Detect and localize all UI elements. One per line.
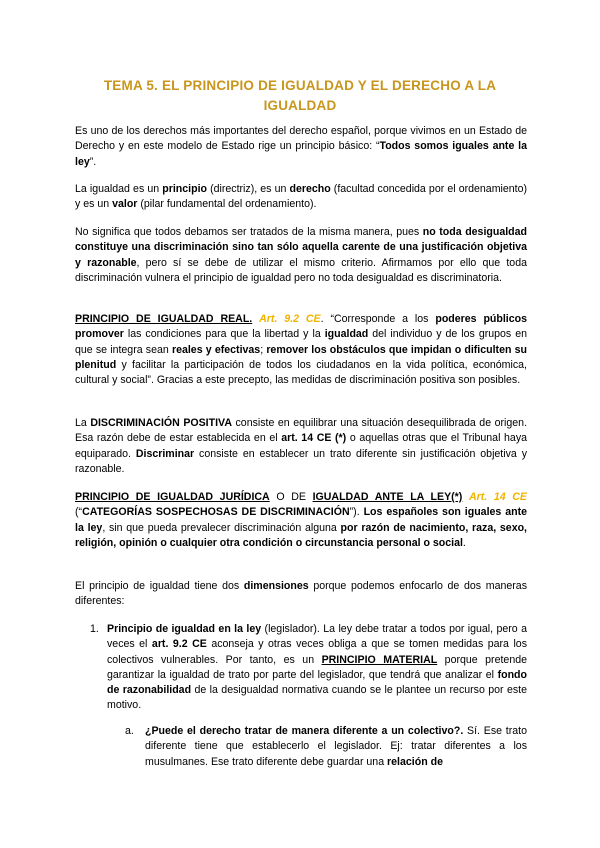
text: del individuo y de los grupos en que se integra sean: [75, 328, 527, 356]
text: y facilitar la participación de todos los ciudadanos en la vida política, económica, cultural y social”. Gracias a este precepto, las medidas de discriminación positiva son posibles.: [75, 358, 527, 387]
text: , sin que pueda prevalecer discriminación alguna: [102, 521, 341, 534]
bold-text: Todos somos iguales ante la ley: [75, 140, 527, 168]
text: El principio de igualdad tiene dos: [75, 580, 244, 592]
bold-text: remover los obstáculos que impidan o dificulten su plenitud: [75, 343, 527, 371]
paragraph-igualdad-real: [75, 312, 527, 388]
text: de la desigualdad normativa cuando se le plantee un recurso por este motivo.: [107, 684, 528, 712]
paragraph-dimensiones: [75, 579, 527, 610]
paragraph-discriminacion-positiva: [75, 416, 527, 477]
bold-text: Principio de igualdad en la ley: [107, 623, 262, 635]
text: La igualdad es un: [75, 183, 163, 195]
paragraph-igualdad-juridica: [75, 490, 527, 551]
bold-text: igualdad: [324, 328, 369, 341]
text: O DE: [269, 491, 313, 503]
text: (directriz), es un: [206, 183, 290, 195]
bold-text: CATEGORÍAS SOSPECHOSAS DE DISCRIMINACIÓN: [82, 506, 350, 519]
bold-text: DISCRIMINACIÓN POSITIVA: [90, 417, 232, 429]
bold-text: fondo de razonabilidad: [107, 668, 527, 697]
bold-text: poderes públicos promover: [75, 313, 528, 341]
text: consiste en equilibrar una situación desequilibrada de origen. Esa razón debe de estar establecida en el: [75, 417, 528, 445]
text: o aquellas otras que el Tribunal haya equiparado.: [75, 432, 528, 460]
bold-text: Los españoles son iguales ante la ley: [75, 506, 527, 534]
bold-text: reales y efectivas: [171, 343, 261, 356]
text: porque pretende garantizar la igualdad de trato por parte del legislador, que tendrá que analizar el: [107, 653, 527, 681]
sub-list-item: [145, 724, 527, 770]
section-heading: PRINCIPIO DE IGUALDAD JURÍDICA: [75, 491, 270, 503]
list-letter: a.: [125, 725, 134, 737]
underlined-text: PRINCIPIO MATERIAL: [321, 653, 438, 666]
text: aconseja y otras veces obliga a que se tomen medidas para los colectivos vulnerables. Por tanto, es un: [107, 638, 527, 666]
section-heading: IGUALDAD ANTE LA LEY(*): [312, 491, 463, 503]
bold-text: dimensiones: [243, 580, 309, 592]
text: Es uno de los derechos más importantes del derecho español, porque vivimos en un Estado de Derecho y en este modelo de Estado rige un principio básico: “: [75, 125, 527, 153]
text: ;: [260, 343, 267, 356]
text: No significa que todos debamos ser tratados de la misma manera, pues: [75, 226, 423, 238]
text: (legislador). La ley debe tratar a todos por igual, pero a veces el: [107, 623, 527, 651]
text: ”).: [349, 506, 364, 519]
article-reference: Art. 9.2 CE: [259, 313, 321, 325]
article-reference: Art. 14 CE: [468, 491, 527, 503]
paragraph-desigualdad: [75, 225, 527, 286]
text: consiste en establecer un trato diferente sin justificación objetiva y razonable.: [75, 447, 527, 475]
text: , pero sí se debe de utilizar el mismo criterio. Afirmamos por ello que toda discriminación vulnera el principio de igualdad pero no toda desigualdad es discriminatoria.: [75, 256, 527, 284]
text: (pilar fundamental del ordenamiento).: [137, 198, 317, 211]
text: ”.: [89, 155, 97, 168]
text: . “Corresponde a los: [320, 313, 436, 325]
bold-text: no toda desigualdad constituye una discriminación sino tan sólo aquella carente de una justificación objetiva y razonable: [75, 226, 527, 269]
list-number: 1.: [90, 623, 99, 635]
list-item: [107, 622, 527, 714]
text: (“: [75, 506, 83, 519]
bold-text: relación de: [387, 755, 443, 768]
bold-text: ¿Puede el derecho tratar de manera diferente a un colectivo?.: [145, 725, 464, 737]
paragraph-intro: [75, 124, 527, 170]
text: .: [462, 536, 466, 549]
bold-text: art. 14 CE (*): [281, 432, 347, 445]
text: las condiciones para que la libertad y la: [123, 328, 325, 341]
bold-text: por razón de nacimiento, raza, sexo, religión, opinión o cualquier otra condición o circunstancia personal o social: [75, 521, 527, 549]
bold-text: art. 9.2 CE: [151, 638, 207, 651]
paragraph-igualdad: [75, 182, 527, 213]
page-title: TEMA 5. EL PRINCIPIO DE IGUALDAD Y EL DERECHO A LA IGUALDAD: [103, 78, 497, 113]
text: (facultad concedida por el ordenamiento) y es un: [75, 183, 528, 211]
text: porque podemos enfocarlo de dos maneras diferentes:: [75, 580, 527, 608]
bold-text: valor: [112, 198, 138, 211]
section-heading: PRINCIPIO DE IGUALDAD REAL.: [75, 313, 253, 325]
bold-text: principio: [162, 183, 207, 195]
bold-text: Discriminar: [135, 447, 195, 460]
bold-text: derecho: [289, 183, 331, 195]
text: Sí. Ese trato diferente tiene que establecerlo el legislador. Ej: tratar diferentes a los musulmanes. Ese trato diferente debe guardar una: [145, 725, 527, 768]
text: La: [75, 417, 91, 429]
